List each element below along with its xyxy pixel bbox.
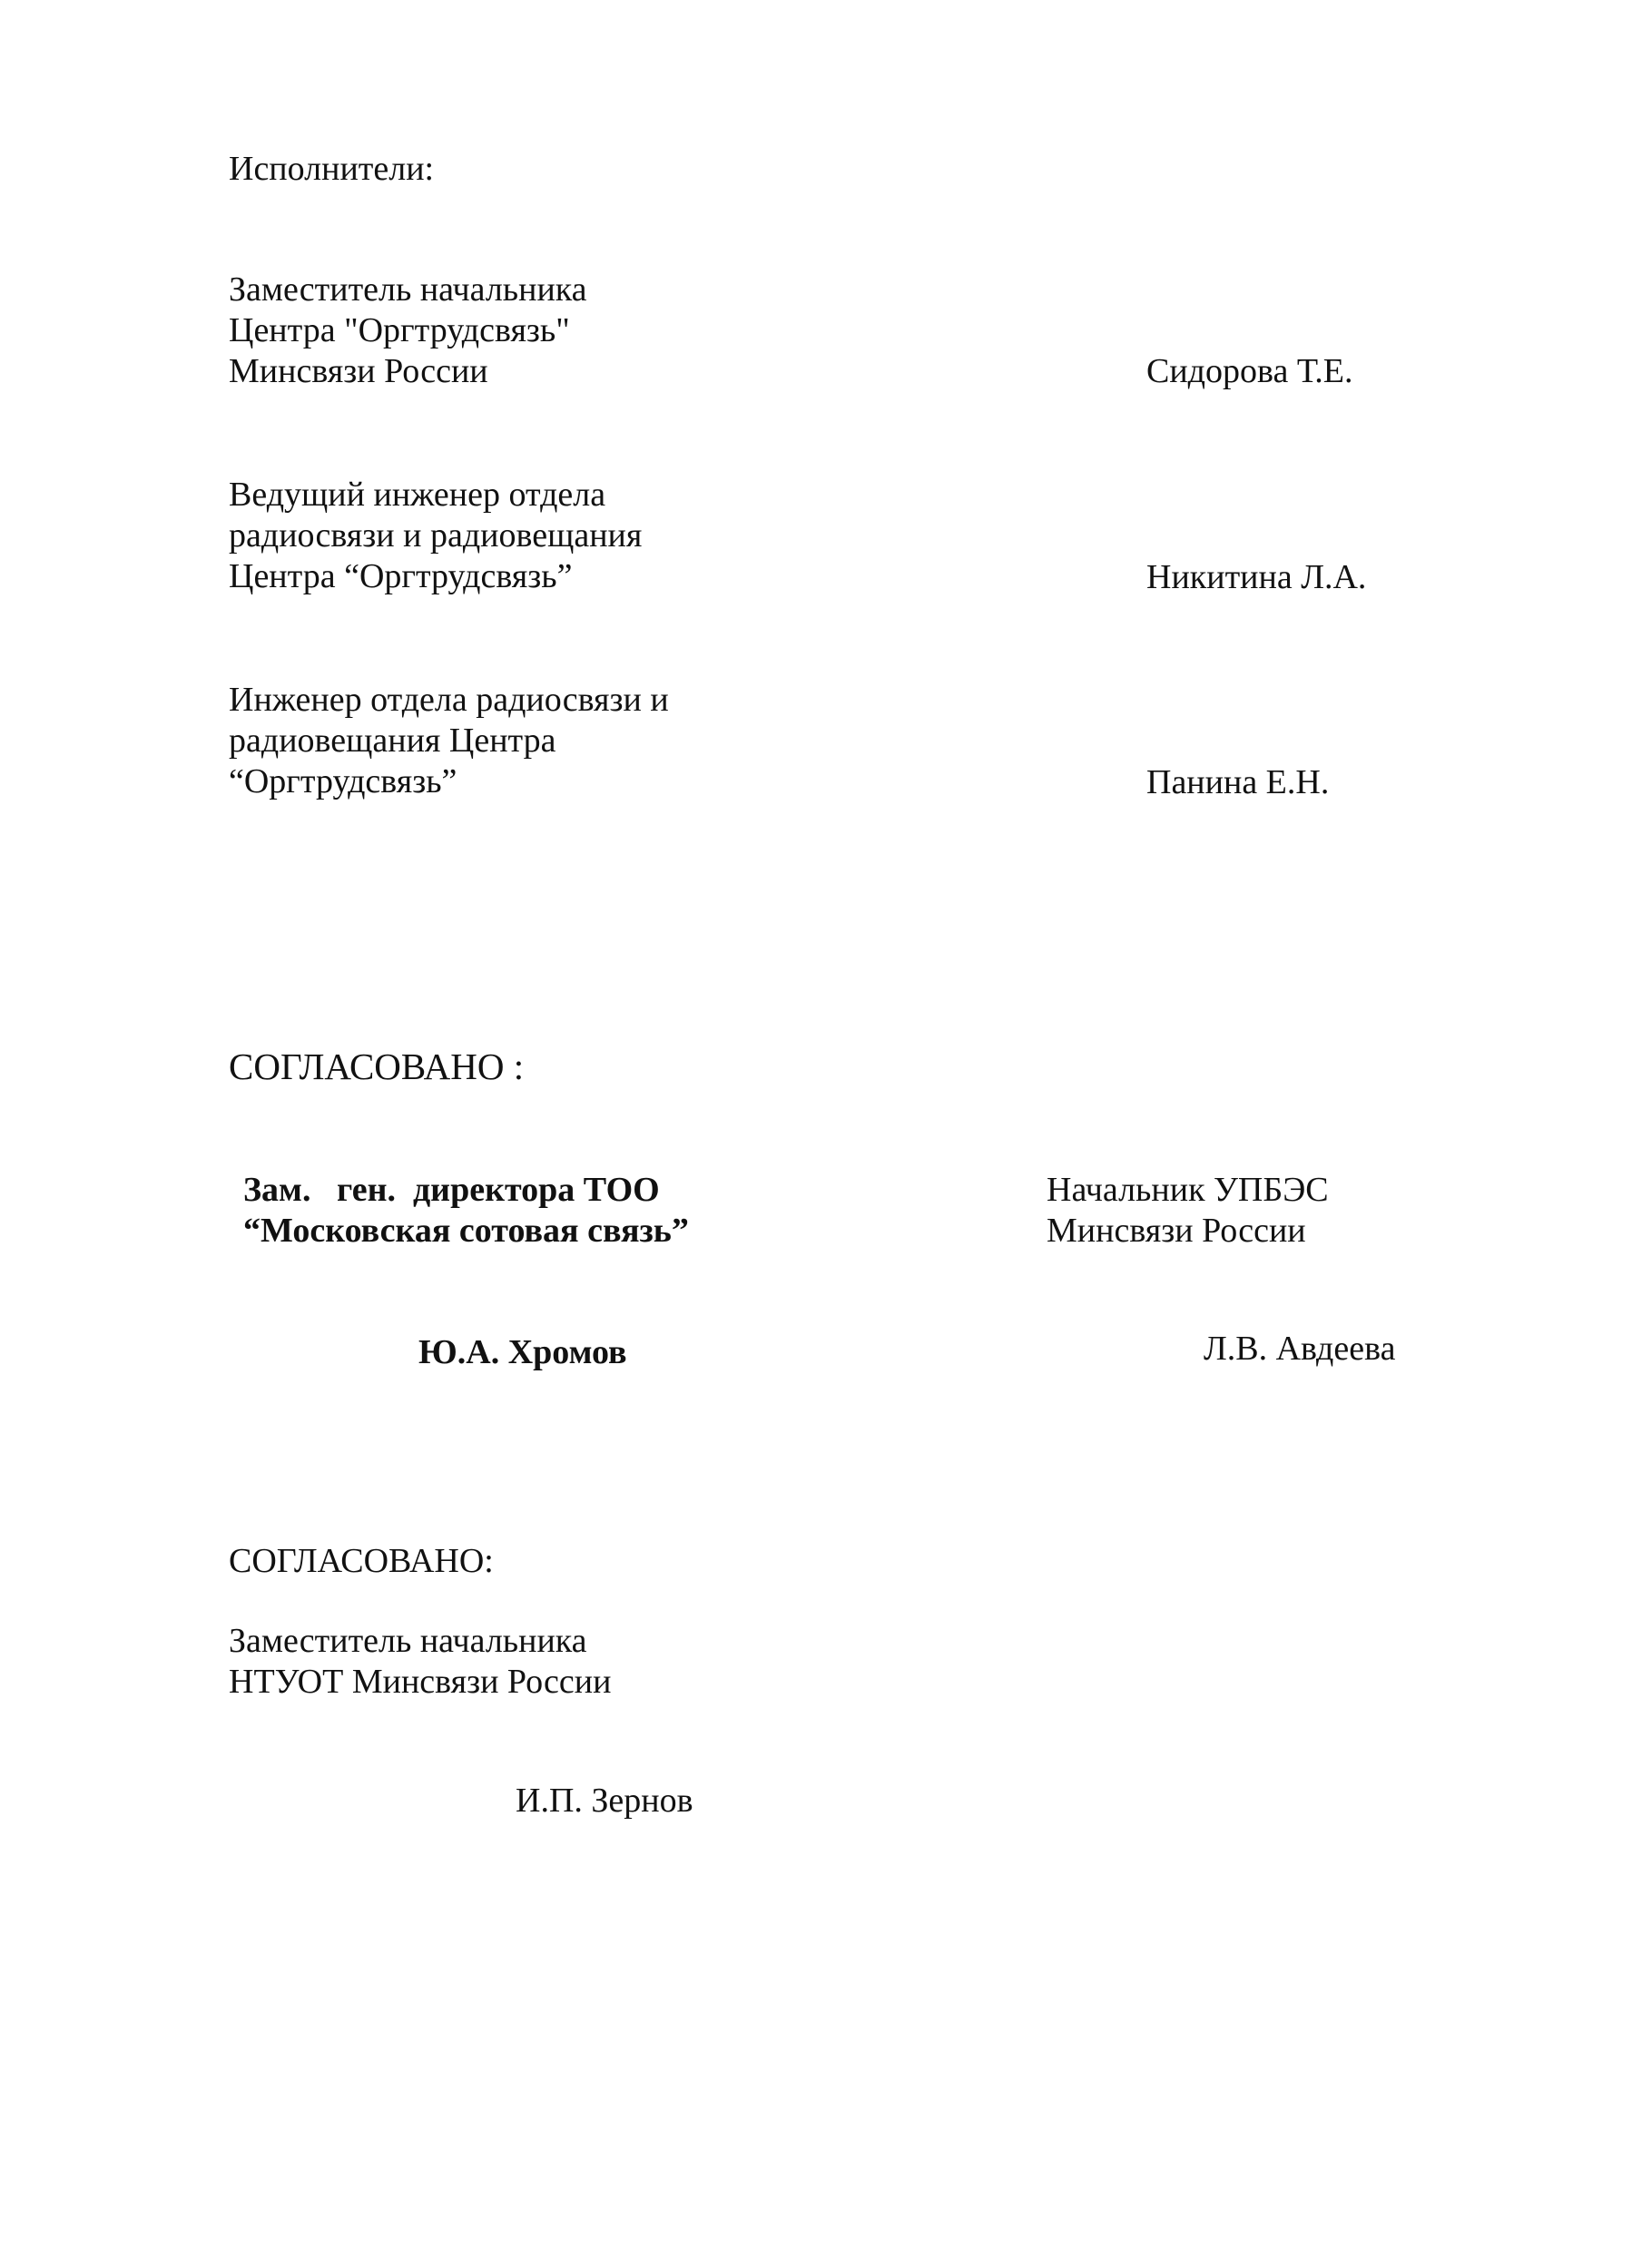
executor-3-position xyxy=(229,680,669,802)
executor-1-position xyxy=(229,270,587,392)
approval-1-right-position-line: Начальник УПБЭС xyxy=(1047,1171,1329,1209)
approval-2-name: И.П. Зернов xyxy=(516,1782,693,1820)
approval-2-position-line: НТУОТ Минсвязи России xyxy=(229,1663,612,1701)
approval-1-right-name: Л.В. Авдеева xyxy=(1204,1330,1396,1368)
executor-3-name: Панина Е.Н. xyxy=(1146,763,1330,801)
executor-1-name: Сидорова Т.Е. xyxy=(1146,352,1353,390)
executor-2-name: Никитина Л.А. xyxy=(1146,558,1367,596)
executor-2-position xyxy=(229,475,642,597)
approval-1-right-position xyxy=(1047,1170,1329,1252)
approval-1-left-name: Ю.А. Хромов xyxy=(418,1333,627,1371)
executor-3-position-line: Инженер отдела радиосвязи и xyxy=(229,681,669,719)
approval-1-heading: СОГЛАСОВАНО : xyxy=(229,1046,525,1087)
approval-1-left-position xyxy=(243,1170,689,1252)
executor-1-position-line: Минсвязи России xyxy=(229,352,488,390)
approval-1-right-position-line: Минсвязи России xyxy=(1047,1212,1306,1250)
executor-2-position-line: Центра “Оргтрудсвязь” xyxy=(229,557,573,595)
executor-1-position-line: Центра "Оргтрудсвязь" xyxy=(229,311,570,349)
approval-2-position-line: Заместитель начальника xyxy=(229,1622,587,1660)
executor-3-position-line: “Оргтрудсвязь” xyxy=(229,762,457,800)
approval-1-left-position-line: Зам. ген. директора ТОО xyxy=(243,1171,660,1209)
approval-2-heading: СОГЛАСОВАНО: xyxy=(229,1542,494,1580)
approval-1-left-position-line: “Московская сотовая связь” xyxy=(243,1212,689,1250)
approval-2-position xyxy=(229,1621,611,1703)
executors-heading: Исполнители: xyxy=(229,150,435,188)
executor-3-position-line: радиовещания Центра xyxy=(229,722,556,760)
executor-2-position-line: радиосвязи и радиовещания xyxy=(229,516,643,555)
executor-2-position-line: Ведущий инженер отдела xyxy=(229,476,606,514)
executor-1-position-line: Заместитель начальника xyxy=(229,270,587,309)
